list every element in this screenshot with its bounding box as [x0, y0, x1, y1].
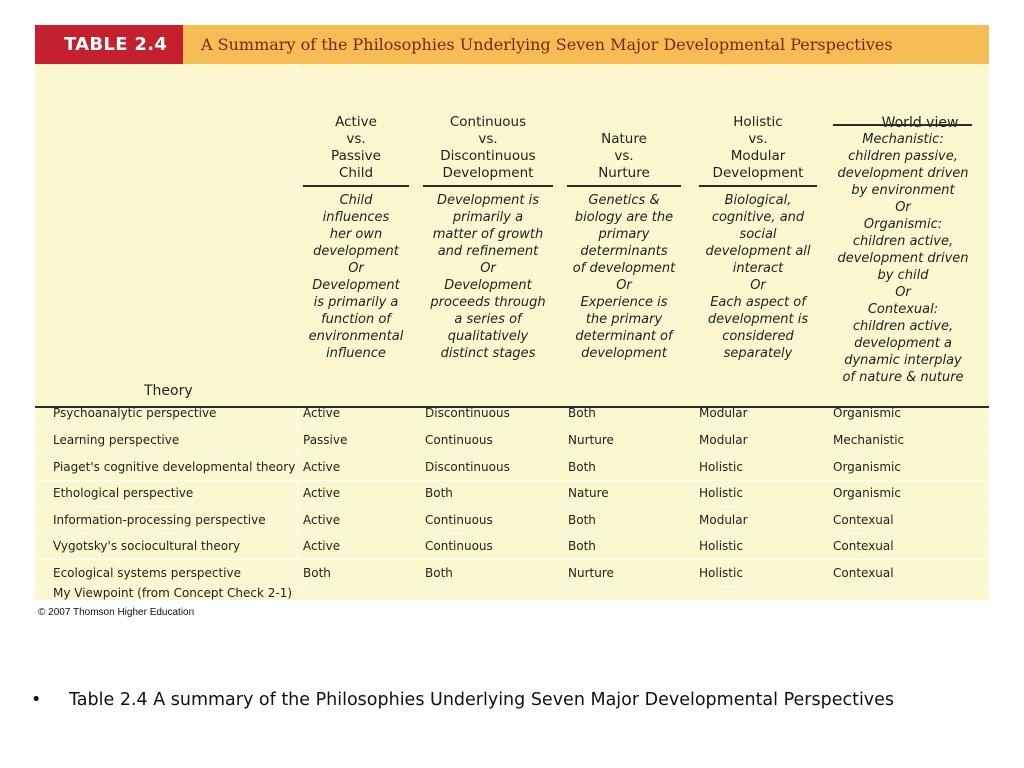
table-row — [35, 533, 989, 560]
cell-active-passive: Active — [303, 486, 341, 500]
cell-theory: Information-processing perspective — [53, 513, 266, 527]
cell-continuous-discontinuous: Both — [425, 486, 453, 500]
cell-world-view: Contexual — [833, 513, 894, 527]
cell-active-passive: Active — [303, 460, 341, 474]
column-description: Genetics & biology are the primary determinants of development Or Experience is the primary determinant of development — [572, 193, 676, 361]
cell-theory: My Viewpoint (from Concept Check 2-1) — [53, 586, 293, 600]
bullet-icon: • — [31, 690, 42, 710]
column-description: Biological, cognitive, and social development all interact Or Each aspect of development is considered separately — [705, 193, 811, 361]
cell-holistic-modular: Modular — [699, 406, 748, 420]
cell-active-passive: Both — [303, 566, 331, 580]
cell-nature-nurture: Both — [568, 539, 596, 553]
column-header-rule — [567, 185, 681, 187]
table-title: A Summary of the Philosophies Underlying Seven Major Developmental Perspectives — [201, 35, 893, 54]
column-description: Child influences her own development Or Development is primarily a function of environmental influence — [308, 193, 404, 361]
cell-continuous-discontinuous: Discontinuous — [425, 406, 510, 420]
cell-world-view: Contexual — [833, 566, 894, 580]
cell-holistic-modular: Modular — [699, 433, 748, 447]
copyright-notice: © 2007 Thomson Higher Education — [38, 607, 195, 618]
column-header-continuous-discontinuous — [423, 64, 553, 182]
table-row — [35, 454, 989, 481]
cell-continuous-discontinuous: Both — [425, 566, 453, 580]
table-body — [35, 64, 989, 600]
table-row — [35, 427, 989, 454]
table-title-bar — [35, 25, 989, 64]
column-header-rule — [833, 124, 972, 126]
cell-holistic-modular: Holistic — [699, 566, 743, 580]
cell-nature-nurture: Nurture — [568, 433, 614, 447]
cell-world-view: Organismic — [833, 486, 901, 500]
table-row — [35, 480, 989, 507]
cell-theory: Piaget's cognitive developmental theory — [53, 460, 296, 474]
cell-continuous-discontinuous: Continuous — [425, 433, 493, 447]
cell-nature-nurture: Nature — [568, 486, 609, 500]
column-description: Mechanistic: children passive, development driven by environment Or Organismic: children active, development driven by child Or Contexual: children active, development a dynamic interplay of nature & nuture — [837, 132, 969, 385]
cell-holistic-modular: Holistic — [699, 539, 743, 553]
cell-theory: Ethological perspective — [53, 486, 194, 500]
cell-world-view: Mechanistic — [833, 433, 905, 447]
cell-holistic-modular: Holistic — [699, 460, 743, 474]
column-description: Development is primarily a matter of growth and refinement Or Development proceeds through a series of qualitatively distinct stages — [430, 193, 546, 361]
cell-theory: Vygotsky's sociocultural theory — [53, 539, 241, 553]
column-header-text: Nature vs. Nurture — [598, 131, 650, 181]
column-header-text: Continuous vs. Discontinuous Development — [440, 114, 536, 181]
column-header-rule — [699, 185, 817, 187]
cell-continuous-discontinuous: Discontinuous — [425, 460, 510, 474]
caption-text: Table 2.4 A summary of the Philosophies Underlying Seven Major Developmental Perspectives — [69, 690, 895, 710]
cell-continuous-discontinuous: Continuous — [425, 513, 493, 527]
cell-nature-nurture: Nurture — [568, 566, 614, 580]
cell-theory: Psychoanalytic perspective — [53, 406, 217, 420]
cell-active-passive: Active — [303, 406, 341, 420]
column-header-text: Active vs. Passive Child — [331, 114, 381, 181]
slide-caption — [31, 690, 894, 710]
cell-active-passive: Active — [303, 539, 341, 553]
cell-active-passive: Active — [303, 513, 341, 527]
column-header-text: Holistic vs. Modular Development — [712, 114, 804, 181]
table-label: TABLE 2.4 — [35, 25, 183, 64]
cell-active-passive: Passive — [303, 433, 348, 447]
table-row — [35, 586, 989, 600]
cell-continuous-discontinuous: Continuous — [425, 539, 493, 553]
cell-holistic-modular: Holistic — [699, 486, 743, 500]
column-header-theory: Theory — [144, 383, 193, 399]
column-header-world-view: World view — [881, 115, 959, 131]
cell-holistic-modular: Modular — [699, 513, 748, 527]
cell-nature-nurture: Both — [568, 460, 596, 474]
column-header-rule — [303, 185, 409, 187]
table-row — [35, 507, 989, 534]
table-row — [35, 400, 989, 427]
column-header-rule — [423, 185, 553, 187]
cell-nature-nurture: Both — [568, 406, 596, 420]
cell-theory: Ecological systems perspective — [53, 566, 242, 580]
cell-theory: Learning perspective — [53, 433, 180, 447]
cell-world-view: Organismic — [833, 460, 901, 474]
cell-world-view: Contexual — [833, 539, 894, 553]
table-figure — [35, 25, 989, 600]
column-header-active-passive — [303, 64, 409, 182]
column-header-nature-nurture — [567, 64, 681, 182]
cell-nature-nurture: Both — [568, 513, 596, 527]
cell-world-view: Organismic — [833, 406, 901, 420]
column-header-holistic-modular — [699, 64, 817, 182]
